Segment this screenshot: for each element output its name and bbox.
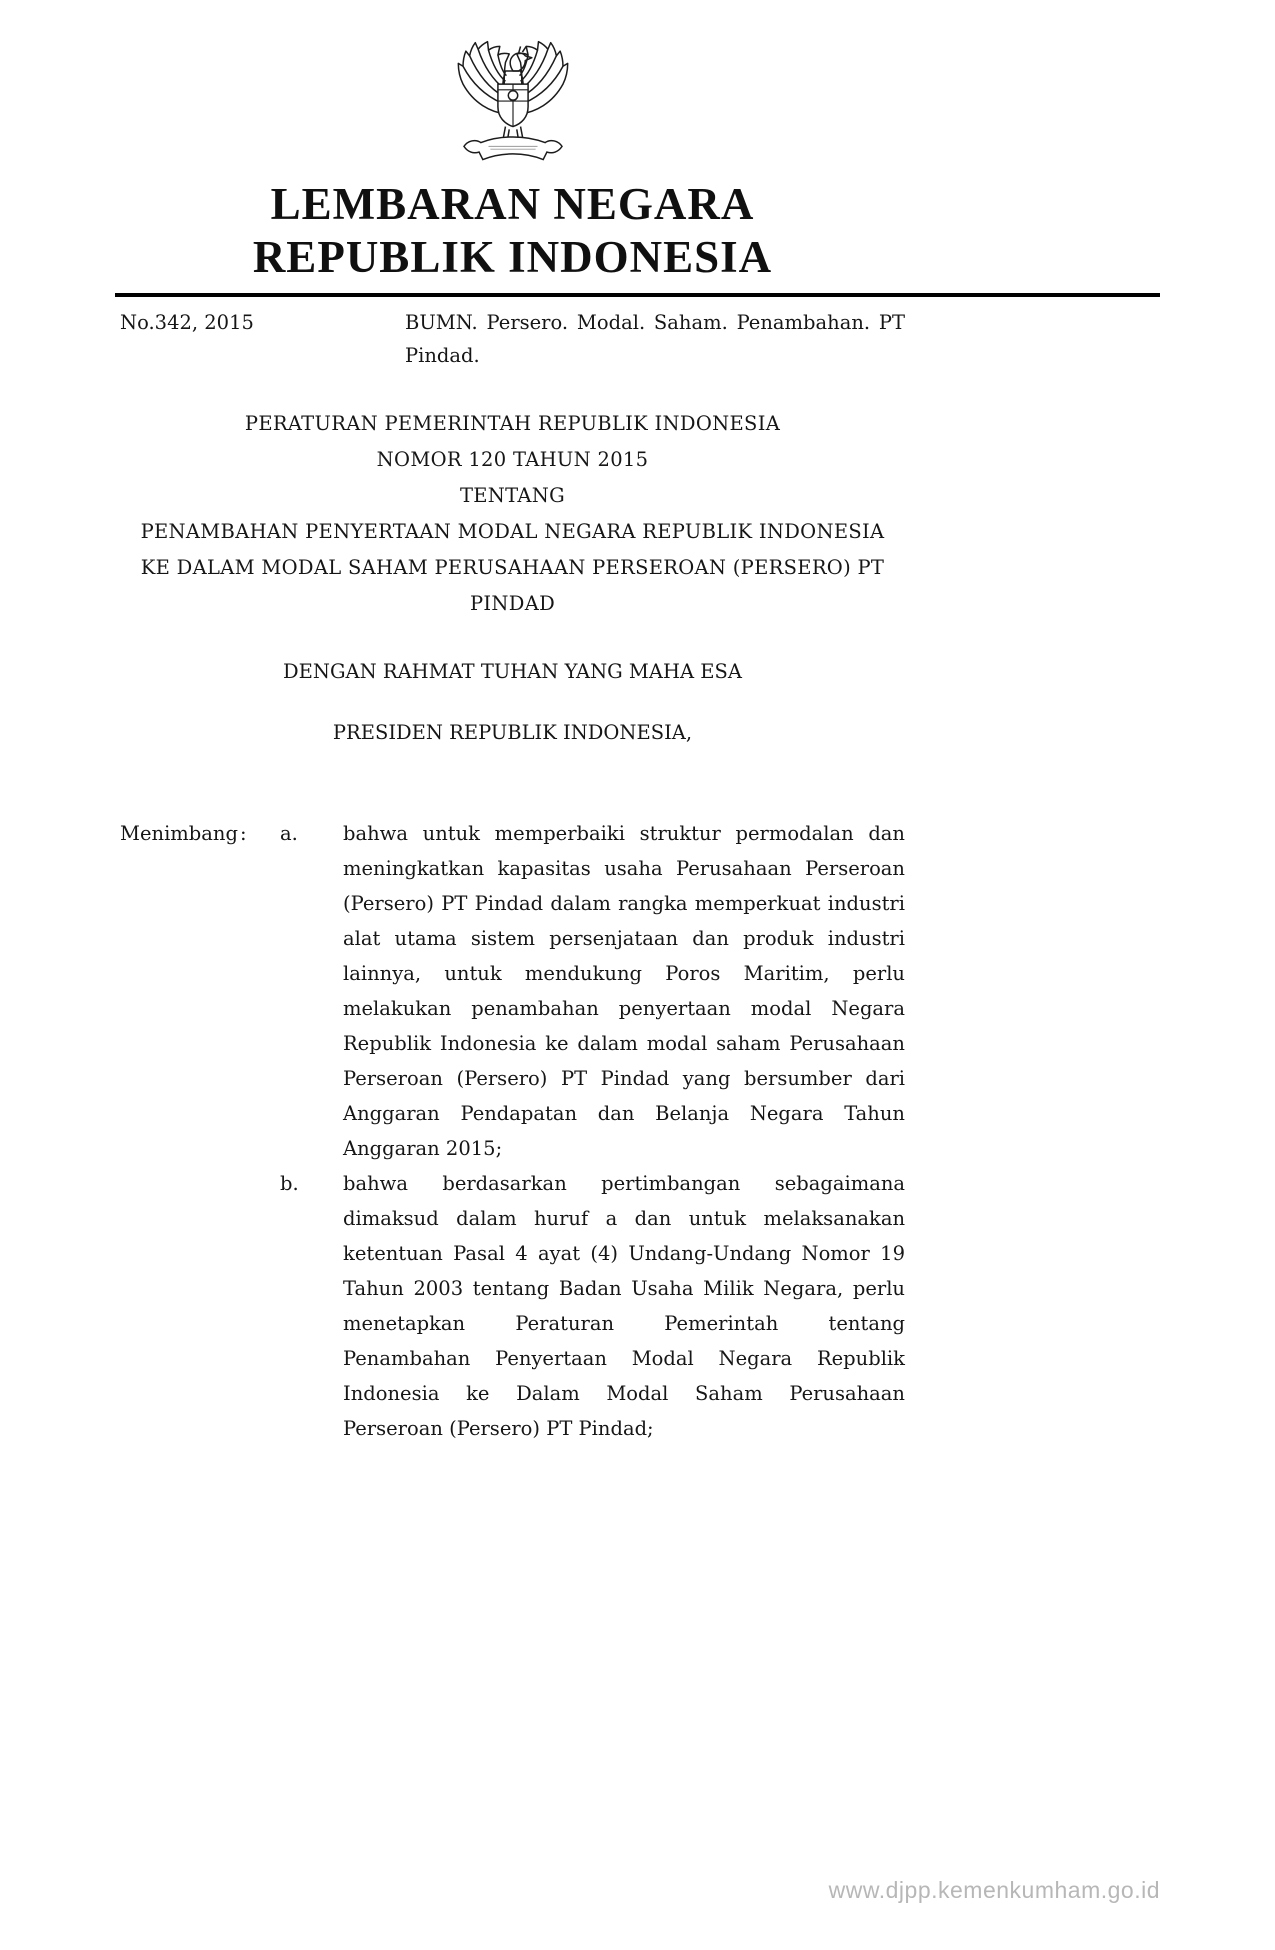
considering-separator-spacer: [240, 1166, 280, 1446]
considering-section: [120, 816, 905, 1446]
regulation-title-block: [120, 406, 905, 622]
considering-label-spacer: [120, 1166, 240, 1446]
masthead-rule: [115, 293, 1160, 297]
regulation-title-line-5: KE DALAM MODAL SAHAM PERUSAHAAN PERSEROAN (PERSERO) PT PINDAD: [140, 556, 885, 615]
masthead-title-line2: REPUBLIK INDONESIA: [252, 232, 773, 282]
considering-marker-b: b.: [280, 1172, 299, 1195]
masthead-emblem-wrap: [120, 0, 905, 170]
authority-line: PRESIDEN REPUBLIK INDONESIA,: [332, 721, 693, 744]
garuda-pancasila-emblem: [447, 36, 579, 170]
considering-separator: :: [240, 822, 247, 845]
edition-number: No.342, 2015: [120, 311, 254, 334]
masthead-title: [120, 178, 905, 284]
regulation-title-line-2: NOMOR 120 TAHUN 2015: [376, 448, 649, 471]
considering-text-a: bahwa untuk memperbaiki struktur permodalan dan meningkatkan kapasitas usaha Perusahaan Perseroan (Persero) PT Pindad dalam rangka memperkuat industri alat utama sistem persenjataan dan produk industri lainnya, untuk mendukung Poros Maritim, perlu melakukan penambahan penyertaan modal Negara Republik Indonesia ke dalam modal saham Perusahaan Perseroan (Persero) PT Pindad yang bersumber dari Anggaran Pendapatan dan Belanja Negara Tahun Anggaran 2015;: [343, 822, 905, 1160]
edition-meta-row: [120, 306, 905, 372]
footer-watermark-url: www.djpp.kemenkumham.go.id: [828, 1877, 1160, 1903]
considering-label: Menimbang: [120, 822, 238, 845]
considering-marker-a: a.: [280, 822, 298, 845]
considering-item-a: [120, 816, 905, 1166]
subject-keywords: BUMN. Persero. Modal. Saham. Penambahan. PT Pindad.: [405, 311, 905, 367]
considering-item-b: [120, 1166, 905, 1446]
regulation-title-line-4: PENAMBAHAN PENYERTAAN MODAL NEGARA REPUBLIK INDONESIA: [140, 520, 885, 543]
invocation-line: DENGAN RAHMAT TUHAN YANG MAHA ESA: [283, 660, 742, 683]
regulation-title-line-3: TENTANG: [459, 484, 566, 507]
considering-text-b: bahwa berdasarkan pertimbangan sebagaimana dimaksud dalam huruf a dan untuk melaksanakan ketentuan Pasal 4 ayat (4) Undang-Undang Nomor 19 Tahun 2003 tentang Badan Usaha Milik Negara, perlu menetapkan Peraturan Pemerintah tentang Penambahan Penyertaan Modal Negara Republik Indonesia ke Dalam Modal Saham Perusahaan Perseroan (Persero) PT Pindad;: [343, 1172, 905, 1440]
masthead-title-line1: LEMBARAN NEGARA: [270, 179, 755, 229]
regulation-title-line-1: PERATURAN PEMERINTAH REPUBLIK INDONESIA: [244, 412, 781, 435]
